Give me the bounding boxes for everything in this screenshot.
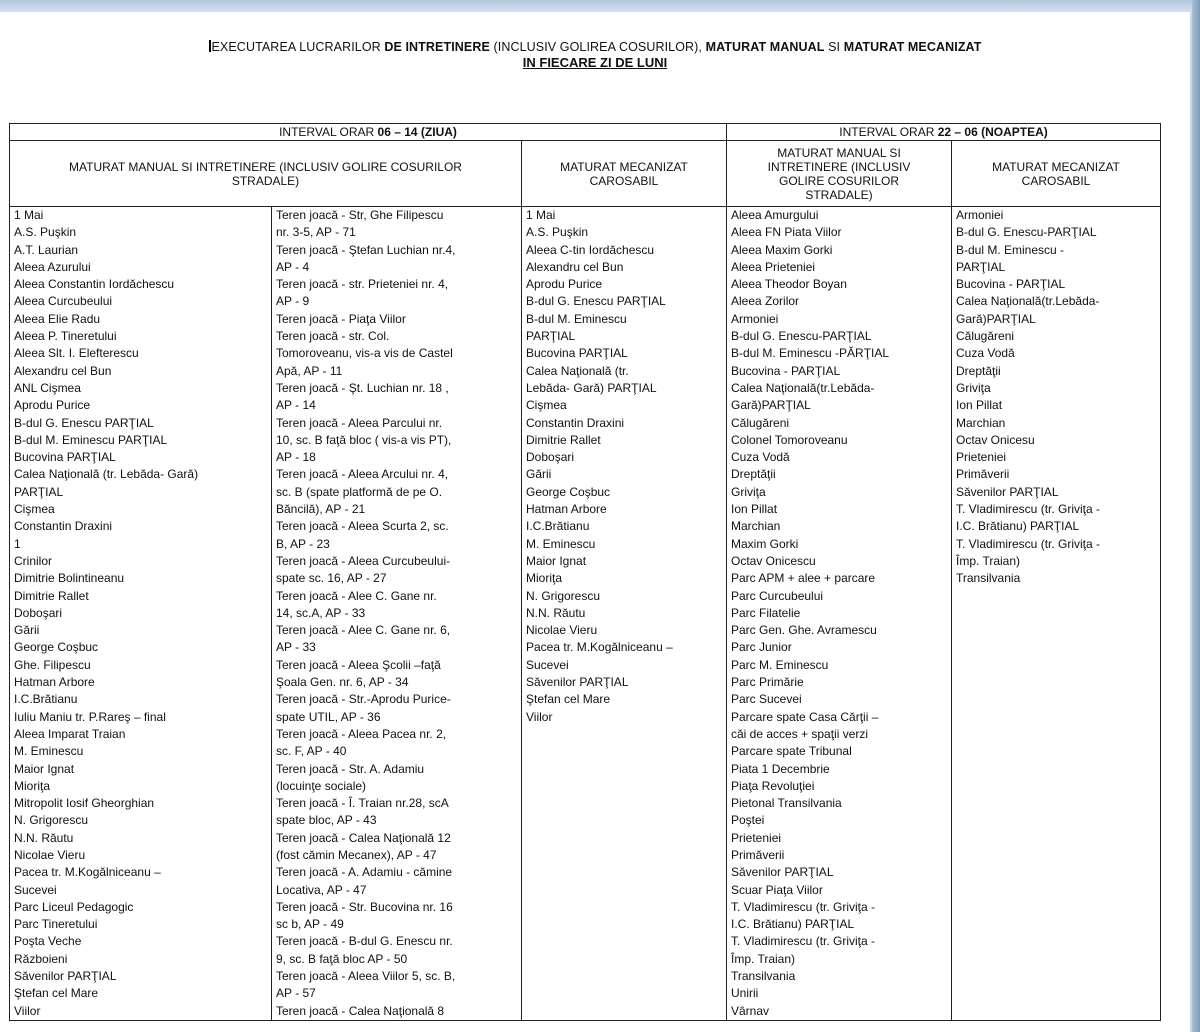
list-item: Sucevei: [526, 657, 569, 672]
list-item: Mitropolit Iosif Gheorghian: [14, 796, 155, 811]
list-item: PARŢIAL: [956, 259, 1006, 274]
list-item: Calea Naţională (tr. Lebăda- Gară): [14, 467, 199, 482]
list-item: Pacea tr. M.Kogălniceanu –: [526, 640, 673, 655]
list-item: 10, sc. B faţă bloc ( vis-a vis PT),: [276, 432, 452, 447]
list-item: T. Vladimirescu (tr. Griviţa -: [956, 536, 1101, 551]
list-item: Călugăreni: [956, 329, 1015, 344]
list-item: Doboşari: [526, 450, 575, 465]
list-item: Aleea Constantin Iordăchescu: [14, 277, 175, 292]
interval-prefix: INTERVAL ORAR: [279, 125, 378, 139]
list-item: M. Eminescu: [14, 744, 84, 759]
list-item: Constantin Draxini: [14, 519, 113, 534]
list-item: Constantin Draxini: [526, 415, 625, 430]
list-item: Viilor: [14, 1003, 41, 1018]
text-cursor: [209, 40, 211, 52]
title-part: (INCLUSIV GOLIREA COSURILOR),: [489, 40, 706, 54]
document-page: [0, 12, 1190, 1032]
list-item: Octav Onicesu: [956, 432, 1035, 447]
interval-night-header: [727, 124, 1161, 141]
list-item: N. Grigorescu: [14, 813, 89, 828]
list-item: Teren joacă - Aleea Viilor 5, sc. B,: [276, 969, 456, 984]
list-item: Aleea Imparat Traian: [14, 726, 126, 741]
list-item: Cişmea: [526, 398, 567, 413]
night-manual-streets-cell: [727, 207, 952, 1021]
list-item: Dreptăţii: [956, 363, 1001, 378]
list-item: I.C. Brătianu) PARŢIAL: [956, 519, 1080, 534]
list-item: Armoniei: [956, 208, 1004, 222]
list-item: Alexandru cel Bun: [14, 363, 112, 378]
window-frame-top: [0, 0, 1200, 12]
list-item: sc. B (spate platformă de pe O.: [276, 484, 443, 499]
list-item: Viilor: [526, 709, 553, 724]
list-item: AP - 4: [276, 259, 310, 274]
window-frame-right: [1192, 0, 1200, 1032]
list-item: Împ. Traian): [956, 553, 1021, 568]
list-item: Primăverii: [956, 467, 1010, 482]
list-item: AP - 9: [276, 294, 310, 309]
list-item: Mioriţa: [526, 571, 563, 586]
list-item: Prieteniei: [956, 450, 1007, 465]
interval-row: [10, 124, 1161, 141]
list-item: Gării: [526, 467, 552, 482]
list-item: B-dul G. Enescu-PARŢIAL: [731, 329, 872, 344]
list-item: Parc Filatelie: [731, 605, 801, 620]
list-item: Bucovina PARŢIAL: [526, 346, 628, 361]
list-item: Teren joacă - Aleea Scurta 2, sc.: [276, 519, 449, 534]
list-item: A.T. Laurian: [14, 242, 79, 257]
list-item: (locuinţe sociale): [276, 778, 367, 793]
list-item: Aleea Zorilor: [731, 294, 800, 309]
list-item: Primăverii: [731, 847, 785, 862]
list-item: Teren joacă - Str, Ghe Filipescu: [276, 208, 444, 222]
list-item: George Coşbuc: [526, 484, 611, 499]
list-item: N.N. Răutu: [14, 830, 74, 845]
list-item: Parc Gen. Ghe. Avramescu: [731, 623, 877, 638]
list-item: B, AP - 23: [276, 536, 330, 551]
list-item: Maior Ignat: [14, 761, 75, 776]
list-item: Sucevei: [14, 882, 57, 897]
schedule-table: [9, 123, 1161, 1021]
list-item: T. Vladimirescu (tr. Griviţa -: [956, 502, 1101, 517]
list-item: Maior Ignat: [526, 553, 587, 568]
list-item: Octav Onicescu: [731, 553, 816, 568]
list-item: Dimitrie Rallet: [14, 588, 89, 603]
list-item: M. Eminescu: [526, 536, 596, 551]
list-item: Războieni: [14, 951, 68, 966]
list-item: George Coşbuc: [14, 640, 99, 655]
list-item: Teren joacă - Alee C. Gane nr. 6,: [276, 623, 451, 638]
list-item: sc b, AP - 49: [276, 917, 344, 932]
list-item: Calea Naţională (tr.: [526, 363, 629, 378]
list-item: Teren joacă - Str. A. Adamiu: [276, 761, 425, 776]
list-item: Dimitrie Bolintineanu: [14, 571, 125, 586]
list-item: Teren joacă - str. Col.: [276, 329, 390, 344]
list-item: Teren joacă - A. Adamiu - cămine: [276, 865, 453, 880]
interval-hours: 06 – 14 (ZIUA): [377, 125, 457, 139]
list-item: Ştefan cel Mare: [14, 986, 99, 1001]
list-item: Bucovina - PARŢIAL: [731, 363, 841, 378]
document-title: [0, 40, 1190, 70]
list-item: Ion Pillat: [731, 502, 778, 517]
list-item: Aprodu Purice: [14, 398, 91, 413]
list-item: Calea Naţională(tr.Lebăda-: [731, 380, 875, 395]
list-item: spate bloc, AP - 43: [276, 813, 377, 828]
list-item: spate UTIL, AP - 36: [276, 709, 381, 724]
list-item: Pietonal Transilvania: [731, 796, 842, 811]
list-item: AP - 18: [276, 450, 316, 465]
list-item: Hatman Arbore: [526, 502, 607, 517]
list-item: Aleea Prieteniei: [731, 259, 816, 274]
list-item: I.C.Brătianu: [14, 692, 78, 707]
title-part: EXECUTAREA LUCRARILOR: [211, 40, 385, 54]
list-item: Aprodu Purice: [526, 277, 603, 292]
day-manual-streets-cell: [10, 207, 272, 1021]
list-item: Aleea Amurgului: [731, 208, 819, 222]
list-item: Pacea tr. M.Kogălniceanu –: [14, 865, 161, 880]
list-item: Cuza Vodă: [956, 346, 1015, 361]
list-item: Teren joacă - Piaţa Viilor: [276, 311, 406, 326]
street-list-row: [10, 207, 1161, 1021]
list-item: B-dul M. Eminescu PARŢIAL: [14, 432, 168, 447]
list-item: T. Vladimirescu (tr. Griviţa -: [731, 899, 876, 914]
title-part-bold: MATURAT MANUAL: [705, 40, 825, 54]
list-item: Teren joacă - Aleea Şcolii –faţă: [276, 657, 441, 672]
list-item: Săvenilor PARŢIAL: [14, 969, 117, 984]
list-item: ANL Cişmea: [14, 380, 81, 395]
list-item: Şoala Gen. nr. 6, AP - 34: [276, 675, 409, 690]
list-item: Alexandru cel Bun: [526, 259, 624, 274]
list-item: PARŢIAL: [14, 484, 64, 499]
list-item: Teren joacă - Ştefan Luchian nr.4,: [276, 242, 456, 257]
list-item: Aleea Elie Radu: [14, 311, 101, 326]
list-item: Parcare spate Tribunal: [731, 744, 852, 759]
list-item: A.S. Puşkin: [14, 225, 77, 240]
interval-prefix: INTERVAL ORAR: [839, 125, 938, 139]
list-item: Apă, AP - 11: [276, 363, 343, 378]
list-item: Calea Naţională(tr.Lebăda-: [956, 294, 1100, 309]
header-day-mech: MATURAT MECANIZAT CAROSABIL: [522, 141, 727, 207]
list-item: Parc Liceul Pedagogic: [14, 899, 134, 914]
header-night-manual: MATURAT MANUAL SI INTRETINERE (INCLUSIV GOLIRE COSURILOR STRADALE): [727, 141, 952, 207]
list-item: AP - 57: [276, 986, 316, 1001]
list-item: Piata 1 Decembrie: [731, 761, 830, 776]
list-item: Aleea Azurului: [14, 259, 91, 274]
list-item: Mioriţa: [14, 778, 51, 793]
list-item: Marchian: [731, 519, 781, 534]
list-item: Aleea FN Piata Viilor: [731, 225, 842, 240]
list-item: Parc Junior: [731, 640, 792, 655]
list-item: Nicolae Vieru: [526, 623, 598, 638]
list-item: B-dul G. Enescu-PARŢIAL: [956, 225, 1097, 240]
list-item: N.N. Răutu: [526, 605, 586, 620]
list-item: Bucovina - PARŢIAL: [956, 277, 1066, 292]
list-item: Locativa, AP - 47: [276, 882, 367, 897]
list-item: Transilvania: [956, 571, 1021, 586]
list-item: Griviţa: [956, 380, 991, 395]
list-item: Aleea Slt. I. Elefterescu: [14, 346, 139, 361]
list-item: Hatman Arbore: [14, 675, 95, 690]
list-item: N. Grigorescu: [526, 588, 601, 603]
title-part-bold: DE INTRETINERE: [384, 40, 490, 54]
list-item: (fost cămin Mecanex), AP - 47: [276, 847, 437, 862]
title-part-bold: MATURAT MECANIZAT: [843, 40, 982, 54]
list-item: 1 Mai: [526, 208, 556, 222]
list-item: Gară)PARŢIAL: [731, 398, 811, 413]
list-item: Săvenilor PARŢIAL: [731, 865, 834, 880]
list-item: AP - 14: [276, 398, 316, 413]
list-item: Ghe. Filipescu: [14, 657, 91, 672]
list-item: AP - 33: [276, 640, 316, 655]
list-item: B-dul G. Enescu PARŢIAL: [14, 415, 154, 430]
list-item: Săvenilor PARŢIAL: [526, 675, 629, 690]
list-item: Teren joacă - Î. Traian nr.28, scA: [276, 796, 449, 811]
night-mech-streets-cell: [952, 207, 1161, 1021]
list-item: Împ. Traian): [731, 951, 796, 966]
list-item: Colonel Tomoroveanu: [731, 432, 848, 447]
list-item: Săvenilor PARŢIAL: [956, 484, 1059, 499]
list-item: Griviţa: [731, 484, 766, 499]
list-item: Transilvania: [731, 969, 796, 984]
list-item: 9, sc. B faţă bloc AP - 50: [276, 951, 408, 966]
list-item: nr. 3-5, AP - 71: [276, 225, 356, 240]
list-item: Marchian: [956, 415, 1006, 430]
list-item: sc. F, AP - 40: [276, 744, 347, 759]
list-item: Armoniei: [731, 311, 779, 326]
list-item: Parc Primărie: [731, 675, 804, 690]
title-part: SI: [824, 40, 844, 54]
list-item: Aleea Theodor Boyan: [731, 277, 847, 292]
list-item: Nicolae Vieru: [14, 847, 86, 862]
list-item: Iuliu Maniu tr. P.Rareş – final: [14, 709, 166, 724]
list-item: 1 Mai: [14, 208, 44, 222]
list-item: Teren joacă - Şt. Luchian nr. 18 ,: [276, 380, 449, 395]
list-item: Cuza Vodă: [731, 450, 790, 465]
title-line-1: [0, 40, 1190, 54]
list-item: Ştefan cel Mare: [526, 692, 611, 707]
list-item: B-dul M. Eminescu: [526, 311, 627, 326]
list-item: Unirii: [731, 986, 759, 1001]
list-item: Teren joacă - Str.-Aprodu Purice-: [276, 692, 451, 707]
interval-hours: 22 – 06 (NOAPTEA): [937, 125, 1048, 139]
list-item: PARŢIAL: [526, 329, 576, 344]
list-item: Teren joacă - Str. Bucovina nr. 16: [276, 899, 453, 914]
list-item: Parc M. Eminescu: [731, 657, 829, 672]
list-item: Teren joacă - Aleea Parcului nr.: [276, 415, 443, 430]
list-item: Băncilă), AP - 21: [276, 502, 366, 517]
list-item: Gării: [14, 623, 40, 638]
list-item: Aleea Maxim Gorki: [731, 242, 833, 257]
list-item: Călugăreni: [731, 415, 790, 430]
list-item: Aleea Curcubeului: [14, 294, 113, 309]
list-item: Prieteniei: [731, 830, 782, 845]
list-item: Teren joacă - Alee C. Gane nr.: [276, 588, 437, 603]
list-item: Doboşari: [14, 605, 63, 620]
list-item: Teren joacă - str. Prieteniei nr. 4,: [276, 277, 449, 292]
list-item: Parc APM + alee + parcare: [731, 571, 876, 586]
list-item: Crinilor: [14, 553, 53, 568]
list-item: Teren joacă - B-dul G. Enescu nr.: [276, 934, 453, 949]
list-item: B-dul M. Eminescu -PĂRŢIAL: [731, 346, 890, 361]
list-item: Tomoroveanu, vis-a vis de Castel: [276, 346, 453, 361]
list-item: Lebăda- Gară) PARŢIAL: [526, 380, 657, 395]
list-item: Poşta Veche: [14, 934, 82, 949]
list-item: I.C.Brătianu: [526, 519, 590, 534]
list-item: Vârnav: [731, 1003, 770, 1018]
list-item: Piaţa Revoluţiei: [731, 778, 815, 793]
list-item: Scuar Piaţa Viilor: [731, 882, 823, 897]
list-item: A.S. Puşkin: [526, 225, 589, 240]
list-item: Teren joacă - Aleea Pacea nr. 2,: [276, 726, 447, 741]
list-item: 14, sc.A, AP - 33: [276, 605, 366, 620]
column-header-row: [10, 141, 1161, 207]
day-mech-streets-cell: [522, 207, 727, 1021]
list-item: 1: [14, 536, 21, 551]
interval-day-header: [10, 124, 727, 141]
list-item: I.C. Brătianu) PARŢIAL: [731, 917, 855, 932]
list-item: Cişmea: [14, 502, 55, 517]
list-item: Parcare spate Casa Cărţii –: [731, 709, 879, 724]
list-item: Ion Pillat: [956, 398, 1003, 413]
list-item: Parc Curcubeului: [731, 588, 824, 603]
list-item: Teren joacă - Calea Naţională 8: [276, 1003, 445, 1018]
list-item: Aleea C-tin Iordăchescu: [526, 242, 655, 257]
list-item: Teren joacă - Aleea Curcubeului-: [276, 553, 451, 568]
list-item: Poştei: [731, 813, 765, 828]
list-item: T. Vladimirescu (tr. Griviţa -: [731, 934, 876, 949]
list-item: B-dul G. Enescu PARŢIAL: [526, 294, 666, 309]
list-item: Dreptăţii: [731, 467, 776, 482]
list-item: Bucovina PARŢIAL: [14, 450, 116, 465]
header-day-manual: MATURAT MANUAL SI INTRETINERE (INCLUSIV GOLIRE COSURILOR STRADALE): [10, 141, 522, 207]
list-item: Teren joacă - Calea Naţională 12: [276, 830, 451, 845]
list-item: spate sc. 16, AP - 27: [276, 571, 387, 586]
list-item: B-dul M. Eminescu -: [956, 242, 1065, 257]
list-item: Dimitrie Rallet: [526, 432, 601, 447]
day-playgrounds-cell: [272, 207, 522, 1021]
list-item: Teren joacă - Aleea Arcului nr. 4,: [276, 467, 449, 482]
list-item: Parc Tineretului: [14, 917, 98, 932]
header-night-mech: MATURAT MECANIZAT CAROSABIL: [952, 141, 1161, 207]
title-line-2: IN FIECARE ZI DE LUNI: [522, 55, 668, 70]
list-item: Aleea P. Tineretului: [14, 329, 117, 344]
list-item: Parc Sucevei: [731, 692, 802, 707]
list-item: căi de acces + spaţii verzi: [731, 726, 869, 741]
list-item: Gară)PARŢIAL: [956, 311, 1036, 326]
list-item: Maxim Gorki: [731, 536, 799, 551]
